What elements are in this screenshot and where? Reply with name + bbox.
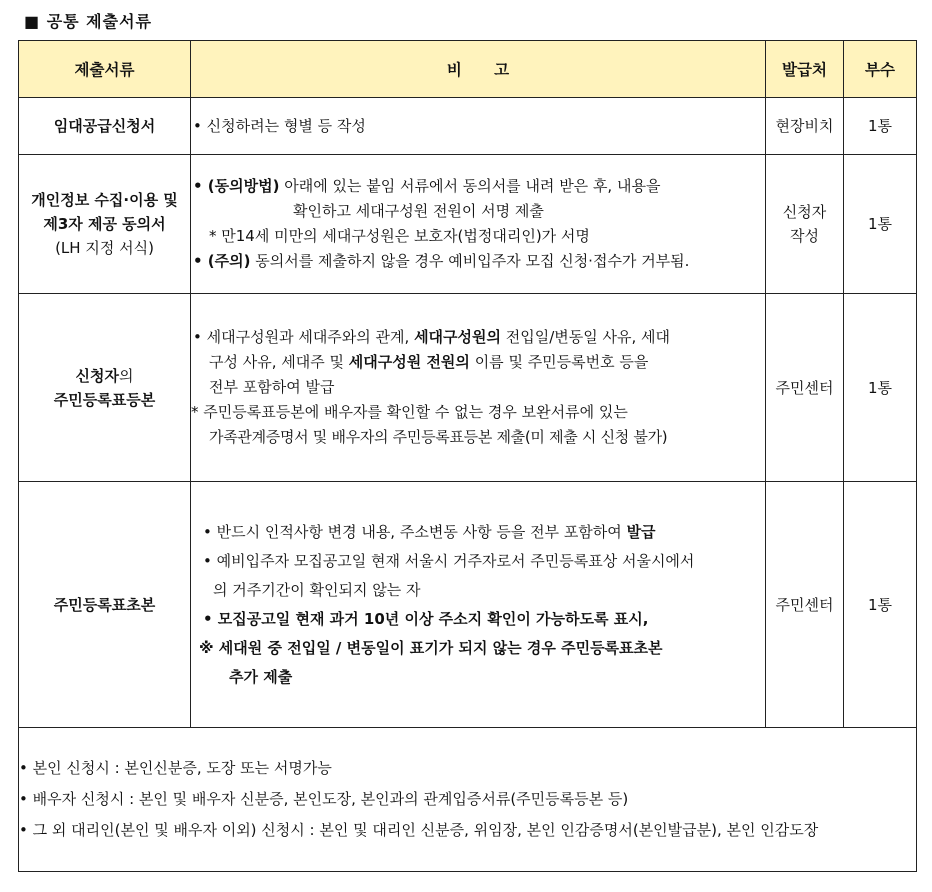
doc-note: [191, 98, 766, 155]
doc-name-line: 주민등록표등본: [53, 390, 156, 409]
required-documents-table: [18, 40, 917, 872]
header-copies: 부수: [844, 41, 917, 98]
footer-note: • 그 외 대리인(본인 및 배우자 이외) 신청시 : 본인 및 대리인 신분증, 위임장, 본인 인감증명서(본인발급분), 본인 인감도장: [19, 821, 819, 839]
note-line: * 만14세 미만의 세대구성원은 보호자(법정대리인)가 서명: [209, 227, 590, 245]
footer-notes: [19, 728, 917, 872]
note-line: 전부 포함하여 발급: [209, 378, 335, 396]
header-issuer: 발급처: [766, 41, 844, 98]
doc-copies: 1통: [844, 294, 917, 482]
table-header-row: [19, 41, 917, 98]
note-line: • (주의) 동의서를 제출하지 않을 경우 예비입주자 모집 신청·접수가 거부됨.: [193, 252, 690, 270]
doc-issuer: 주민센터: [766, 482, 844, 728]
note-line: • (동의방법) 아래에 있는 붙임 서류에서 동의서를 내려 받은 후, 내용을: [193, 177, 661, 195]
doc-issuer: 현장비치: [766, 98, 844, 155]
doc-note: [191, 294, 766, 482]
doc-name-subtitle: (LH 지정 서식): [55, 239, 154, 257]
note-line: 구성 사유, 세대주 및 세대구성원 전원의 이름 및 주민등록번호 등을: [209, 353, 649, 371]
doc-name-line: 신청자의: [75, 366, 134, 385]
doc-note: [191, 482, 766, 728]
section-heading: ■ 공통 제출서류: [24, 12, 152, 31]
note-line: 의 거주기간이 확인되지 않는 자: [213, 580, 421, 599]
doc-issuer: 신청자 작성: [766, 155, 844, 294]
table-row: [19, 98, 917, 155]
table-row: [19, 155, 917, 294]
note-line: • 모집공고일 현재 과거 10년 이상 주소지 확인이 가능하도록 표시,: [203, 609, 649, 628]
note-line: • 예비입주자 모집공고일 현재 서울시 거주자로서 주민등록표상 서울시에서: [203, 551, 695, 570]
header-document: 제출서류: [19, 41, 191, 98]
note-line: 확인하고 세대구성원 전원이 서명 제출: [293, 202, 544, 220]
doc-name: 임대공급신청서: [19, 98, 191, 155]
note-line: 추가 제출: [229, 667, 293, 686]
note-line: • 반드시 인적사항 변경 내용, 주소변동 사항 등을 전부 포함하여 발급: [203, 522, 656, 541]
doc-name: 주민등록표초본: [19, 482, 191, 728]
table-row: [19, 294, 917, 482]
table-row: [19, 728, 917, 872]
doc-copies: 1통: [844, 482, 917, 728]
doc-name: [19, 155, 191, 294]
footer-note: • 배우자 신청시 : 본인 및 배우자 신분증, 본인도장, 본인과의 관계입증서류(주민등록등본 등): [19, 790, 629, 808]
doc-name: [19, 294, 191, 482]
doc-note: [191, 155, 766, 294]
note-line: ※ 세대원 중 전입일 / 변동일이 표기가 되지 않는 경우 주민등록표초본: [199, 638, 663, 657]
table-row: [19, 482, 917, 728]
note-line: • 세대구성원과 세대주와의 관계, 세대구성원의 전입일/변동일 사유, 세대: [193, 328, 671, 346]
doc-issuer: 주민센터: [766, 294, 844, 482]
doc-name-line: 개인정보 수집·이용 및: [31, 191, 178, 209]
note-line: • 신청하려는 형별 등 작성: [193, 116, 366, 135]
doc-copies: 1통: [844, 98, 917, 155]
note-line: 가족관계증명서 및 배우자의 주민등록표등본 제출(미 제출 시 신청 불가): [209, 428, 668, 446]
doc-name-line: 제3자 제공 동의서: [43, 215, 166, 233]
doc-copies: 1통: [844, 155, 917, 294]
header-note: 비 고: [191, 41, 766, 98]
note-line: * 주민등록표등본에 배우자를 확인할 수 없는 경우 보완서류에 있는: [191, 403, 628, 421]
footer-note: • 본인 신청시 : 본인신분증, 도장 또는 서명가능: [19, 759, 332, 777]
